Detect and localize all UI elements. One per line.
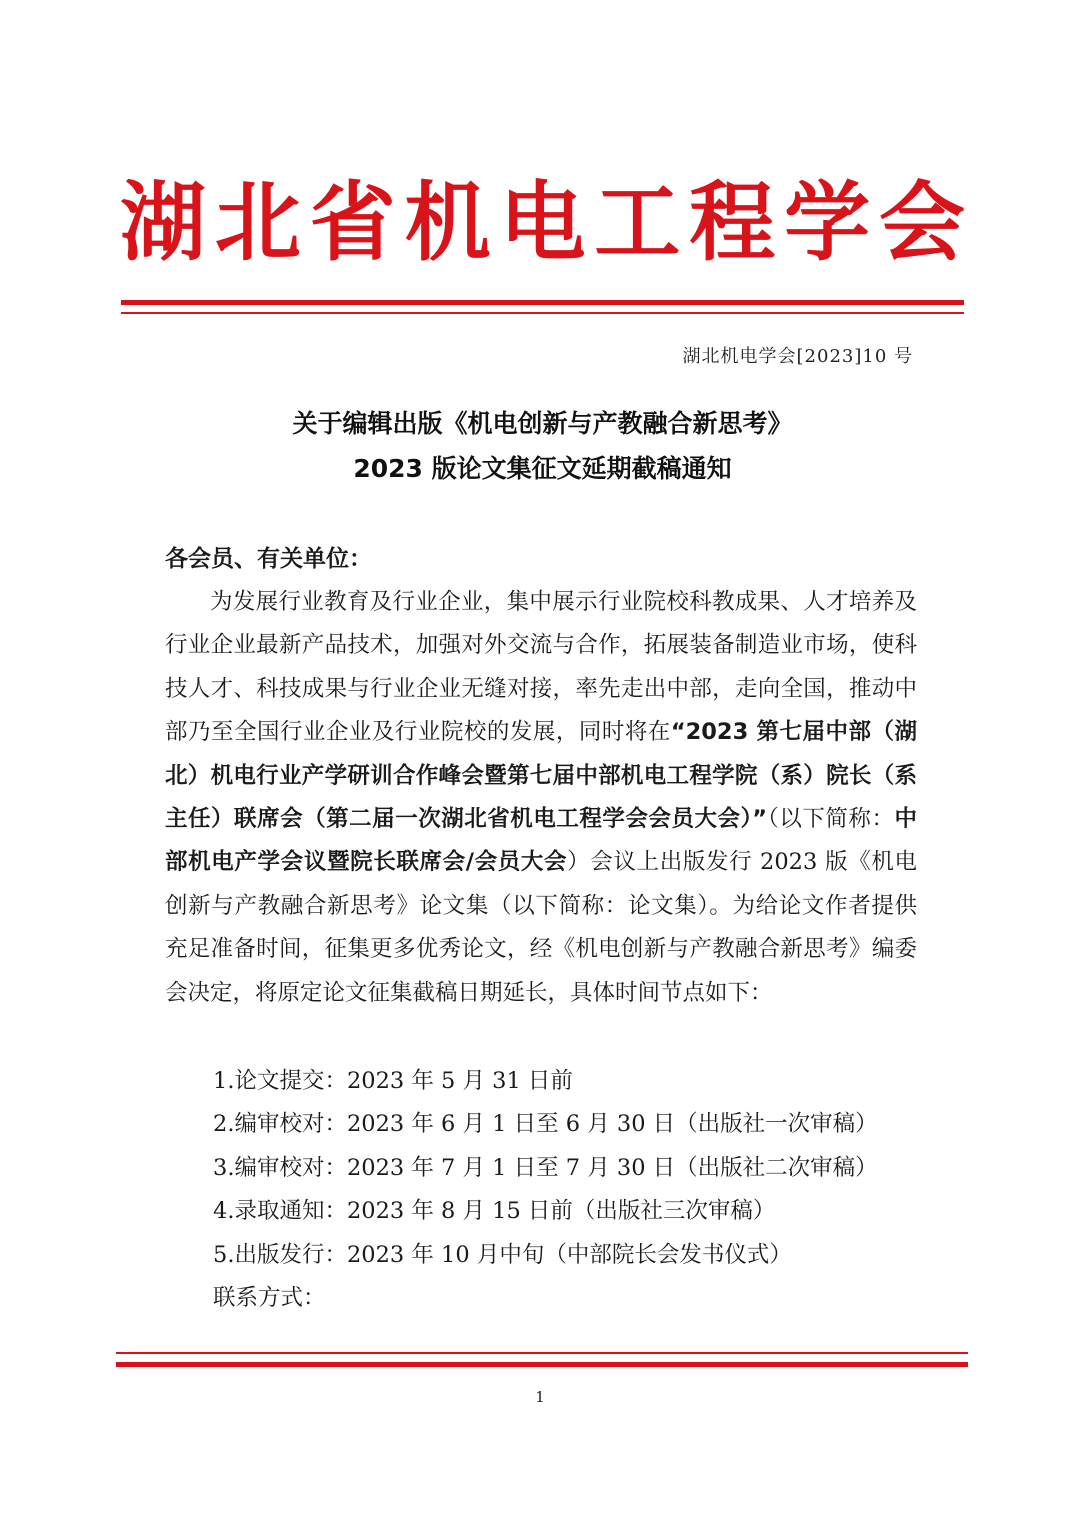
masthead-char: 机	[404, 173, 491, 273]
masthead-char: 电	[499, 173, 586, 273]
header-divider-thin	[121, 312, 964, 314]
footer-divider-thick	[116, 1362, 968, 1367]
masthead-char: 会	[879, 173, 965, 273]
schedule-item: 2.编审校对：2023 年 6 月 1 日至 6 月 30 日（出版社一次审稿）	[213, 1111, 878, 1138]
header-divider-thick	[121, 300, 964, 305]
masthead-char: 省	[309, 173, 396, 273]
masthead-char: 北	[214, 173, 301, 273]
body-text-abbrev-open: （以下简称：	[767, 806, 895, 833]
body-text-intro: 为发展行业教育及行业企业，集中展示行业院校科教成果、人才培养及行业企业最新产品技术，加强对外交流与合作，拓展装备制造业市场，使科技人才、科技成果与行业企业无缝对接，率先走出中部，走向全国，推动中部乃至全国行业企业及行业院校的发展，同时将在	[165, 589, 917, 746]
masthead-char: 湖	[120, 173, 206, 273]
schedule-list	[213, 1060, 933, 1277]
schedule-item: 5.出版发行：2023 年 10 月中旬（中部院长会发书仪式）	[213, 1241, 792, 1268]
masthead-char: 程	[689, 173, 776, 273]
page-number: 1	[535, 1388, 545, 1406]
schedule-item: 4.录取通知：2023 年 8 月 15 日前（出版社三次审稿）	[213, 1198, 776, 1225]
document-number: 湖北机电学会[2023]10 号	[682, 346, 913, 367]
contact-label: 联系方式：	[213, 1285, 326, 1311]
body-paragraph	[165, 581, 917, 1015]
footer-divider-thin	[116, 1352, 968, 1354]
schedule-item: 3.编审校对：2023 年 7 月 1 日至 7 月 30 日（出版社二次审稿）	[213, 1154, 878, 1181]
masthead-char: 工	[594, 173, 681, 273]
document-title-line-1: 关于编辑出版《机电创新与产教融合新思考》	[292, 409, 793, 438]
schedule-item: 1.论文提交：2023 年 5 月 31 日前	[213, 1068, 573, 1094]
event-name-bold: “2023 第七届中部（湖北）机电行业产学研训合作峰会暨第七届中部机电工程学院（系）院长（系主任）联席会（第二届一次湖北省机电工程学会会员大会）”	[165, 719, 917, 833]
body-text-rest: ）会议上出版发行 2023 版《机电创新与产教融合新思考》论文集（以下简称：论文集）。为给论文作者提供充足准备时间，征集更多优秀论文，经《机电创新与产教融合新思考》编委会决定，将原定论文征集截稿日期延长，具体时间节点如下：	[165, 849, 918, 1006]
event-abbrev-bold: 中部机电产学会议暨院长联席会/会员大会	[165, 806, 917, 876]
salutation: 各会员、有关单位：	[165, 546, 372, 572]
organization-masthead	[120, 168, 965, 278]
document-title-line-2: 2023 版论文集征文延期截稿通知	[353, 454, 732, 483]
masthead-char: 学	[784, 173, 871, 273]
